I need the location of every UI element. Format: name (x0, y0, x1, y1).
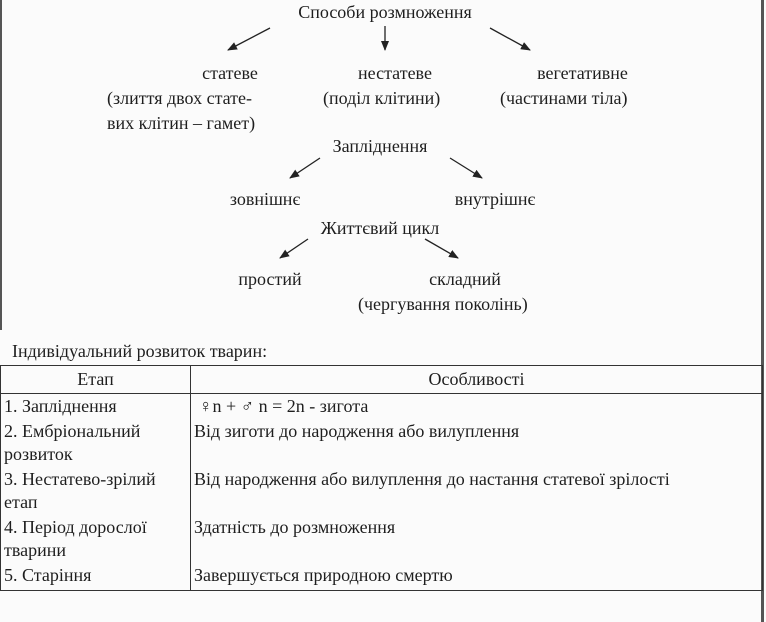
table-row (1, 515, 763, 563)
stage-cell: 2. Ембріональний розвиток (1, 419, 191, 467)
stage-cell: 5. Старіння (1, 563, 191, 591)
feature-cell: Від народження або вилуплення до настання статевої зрілості (191, 467, 763, 515)
vegetative-desc: (частинами тіла) (500, 88, 628, 108)
stage-cell: 3. Нестатево-зрілий етап (1, 467, 191, 515)
feature-cell: ♀n + ♂ n = 2n - зигота (191, 394, 763, 420)
feature-cell: Завершується природною смертю (191, 563, 763, 591)
feature-cell: Від зиготи до народження або вилуплення (191, 419, 763, 467)
table-row (1, 419, 763, 467)
vegetative-label: вегетативне (537, 63, 628, 83)
column-header-features: Особливості (191, 366, 763, 394)
asexual-label: нестатеве (358, 63, 432, 83)
internal-fertilization: внутрішнє (454, 189, 536, 209)
stage-cell: 1. Запліднення (1, 394, 191, 420)
column-header-stage: Етап (1, 366, 191, 394)
sexual-label: статеве (202, 63, 258, 83)
simple-life-cycle: простий (238, 269, 302, 289)
life-cycle-title: Життєвий цикл (320, 218, 440, 238)
arrow-to-simple (280, 239, 308, 258)
table-row (1, 563, 763, 591)
arrow-to-internal (450, 158, 482, 178)
asexual-desc: (поділ клітини) (323, 88, 441, 108)
feature-cell: Здатність до розмноження (191, 515, 763, 563)
reproduction-title: Способи розмноження (298, 2, 472, 22)
table-header-row (1, 366, 763, 394)
development-table (0, 365, 763, 591)
sexual-desc-line1: (злиття двох стате- (107, 88, 253, 108)
arrow-to-external (290, 158, 320, 178)
sexual-desc-line2: вих клітин – гамет) (107, 113, 256, 133)
external-fertilization: зовнішнє (229, 189, 301, 209)
stage-cell: 4. Період дорослої тварини (1, 515, 191, 563)
complex-life-cycle-note: (чергування поколінь) (358, 294, 528, 314)
complex-life-cycle: складний (429, 269, 501, 289)
arrow-to-sexual (228, 28, 270, 50)
table-row (1, 467, 763, 515)
arrow-to-complex (425, 239, 458, 258)
arrow-to-vegetative (490, 28, 530, 50)
table-row (1, 394, 763, 420)
development-heading: Індивідуальний розвиток тварин: (12, 341, 268, 361)
fertilization-title: Запліднення (332, 136, 428, 156)
